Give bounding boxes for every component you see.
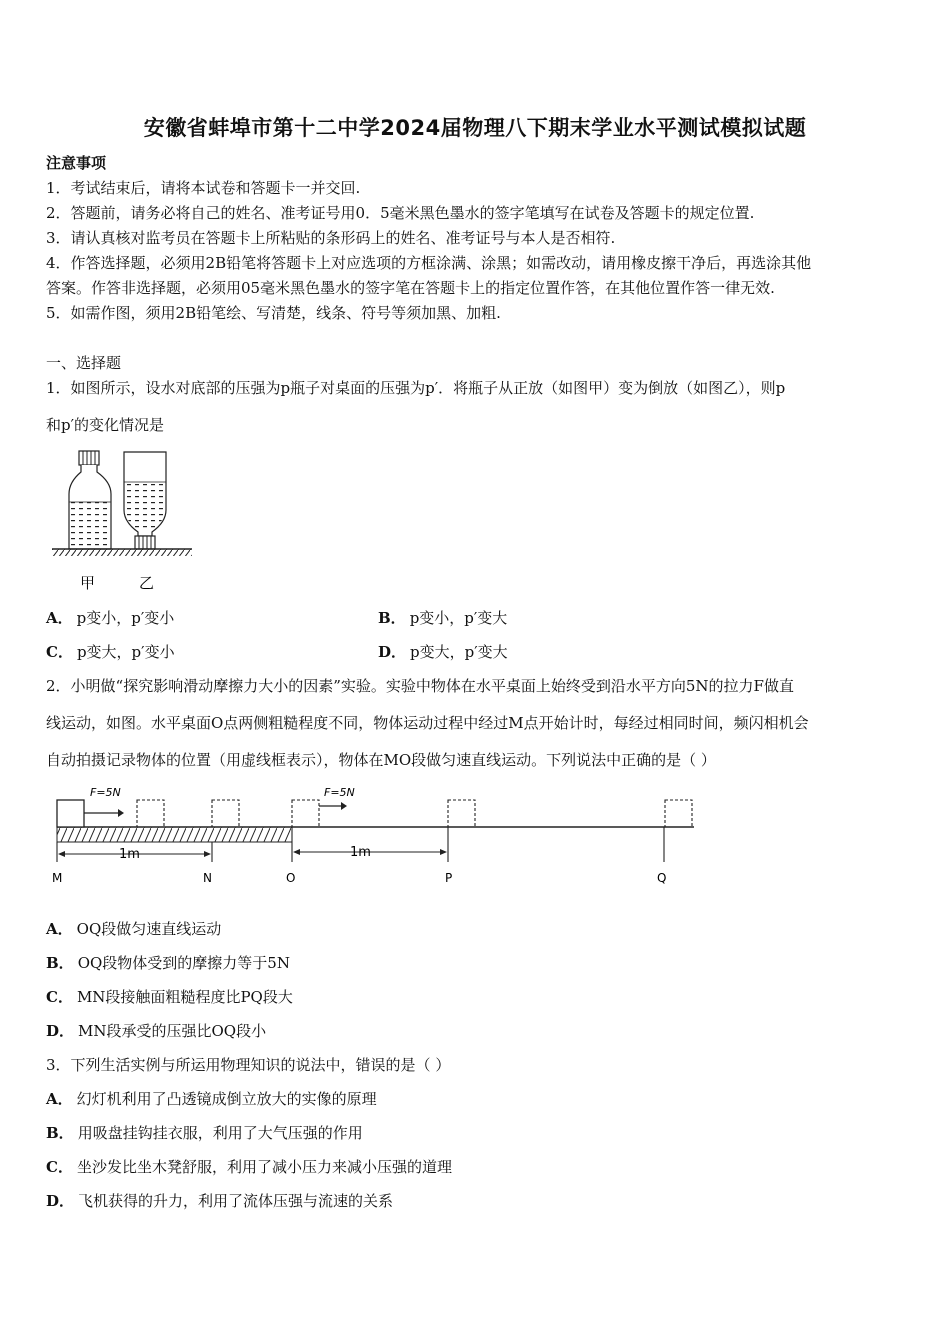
option-key: A． xyxy=(46,609,73,627)
q1-option-a xyxy=(46,607,174,628)
option-key: A． xyxy=(46,1090,73,1108)
distance-label: 1m xyxy=(119,847,140,862)
option-text: MN段承受的压强比OQ段小 xyxy=(78,1022,267,1040)
position-box xyxy=(137,800,164,827)
notice-item: 答案。作答非选择题，必须用05毫米黑色墨水的签字笔在答题卡上的指定位置作答，在其他位置作答一律无效. xyxy=(46,279,775,297)
point-label-n: N xyxy=(203,871,212,885)
arrow-head xyxy=(440,849,447,855)
option-text: 幻灯机利用了凸透镜成倒立放大的实像的原理 xyxy=(76,1090,377,1108)
q1-stem-line2: 和p′的变化情况是 xyxy=(46,416,165,434)
force-label: F=5N xyxy=(324,786,355,799)
fig-label-jia: 甲 xyxy=(80,574,96,592)
arrow-head xyxy=(118,809,124,817)
notice-item: 2．答题前，请务必将自己的姓名、准考证号用0．5毫米黑色墨水的签字笔填写在试卷及答题卡的规定位置. xyxy=(46,204,755,222)
option-key: B． xyxy=(46,1124,74,1142)
position-box xyxy=(448,800,475,827)
q1-stem-line1: 1．如图所示，设水对底部的压强为p瓶子对桌面的压强为p′．将瓶子从正放（如图甲）变为倒放（如图乙），则p xyxy=(46,379,786,397)
arrow-head xyxy=(293,849,300,855)
bottle-upright xyxy=(69,451,111,549)
bottle-inverted xyxy=(124,452,166,549)
option-text: OQ段做匀速直线运动 xyxy=(76,920,222,938)
option-text: OQ段物体受到的摩擦力等于5N xyxy=(77,954,290,972)
point-label-p: P xyxy=(445,871,453,885)
notice-item: 3．请认真核对监考员在答题卡上所粘贴的条形码上的姓名、准考证号与本人是否相符. xyxy=(46,229,616,247)
option-text: p变小，p′变小 xyxy=(76,609,175,627)
position-box xyxy=(665,800,692,827)
q1-option-d xyxy=(378,641,508,662)
option-key: D． xyxy=(378,643,407,661)
q3-option-a xyxy=(46,1088,377,1109)
q2-stem-line1: 2．小明做“探究影响滑动摩擦力大小的因素”实验。实验中物体在水平桌面上始终受到沿水平方向5N的拉力F做直 xyxy=(46,677,794,695)
force-label: F=5N xyxy=(90,786,121,799)
position-box xyxy=(292,800,319,827)
q3-option-b xyxy=(46,1122,363,1143)
q2-option-d xyxy=(46,1020,266,1041)
point-label-q: Q xyxy=(657,871,667,885)
q1-bottle-figure xyxy=(46,446,196,594)
block xyxy=(57,800,84,827)
q2-option-a xyxy=(46,918,221,939)
option-text: 飞机获得的升力，利用了流体压强与流速的关系 xyxy=(78,1192,394,1210)
option-key: D． xyxy=(46,1022,75,1040)
arrow-head xyxy=(58,851,65,857)
arrow-head xyxy=(341,802,347,810)
option-key: D． xyxy=(46,1192,75,1210)
rough-surface xyxy=(57,827,292,842)
q2-option-c xyxy=(46,986,293,1007)
q2-stem-line2: 线运动，如图。水平桌面O点两侧粗糙程度不同，物体运动过程中经过M点开始计时，每经过相同时间，频闪相机会 xyxy=(46,714,809,732)
page-title: 安徽省蚌埠市第十二中学2024届物理八下期末学业水平测试模拟试题 xyxy=(143,116,807,140)
notice-item: 4．作答选择题，必须用2B铅笔将答题卡上对应选项的方框涂满、涂黑；如需改动，请用橡皮擦干净后，再选涂其他 xyxy=(46,254,812,272)
q2-stem-line3: 自动拍摄记录物体的位置（用虚线框表示），物体在MO段做匀速直线运动。下列说法中正确的是（ ） xyxy=(46,751,716,769)
notice-item: 1．考试结束后，请将本试卷和答题卡一并交回. xyxy=(46,179,361,197)
point-label-o: O xyxy=(286,871,296,885)
notice-heading: 注意事项 xyxy=(46,154,107,172)
option-key: B． xyxy=(46,954,74,972)
arrow-head xyxy=(204,851,211,857)
q3-stem: 3．下列生活实例与所运用物理知识的说法中，错误的是（ ） xyxy=(46,1056,451,1074)
q1-option-b xyxy=(378,607,507,628)
section-heading: 一、选择题 xyxy=(46,354,122,372)
option-key: B． xyxy=(378,609,406,627)
option-text: p变大，p′变大 xyxy=(410,643,508,661)
distance-label: 1m xyxy=(350,845,371,860)
q3-option-c xyxy=(46,1156,452,1177)
ground xyxy=(52,549,192,556)
q2-motion-figure xyxy=(46,780,706,890)
option-text: p变小，p′变大 xyxy=(409,609,508,627)
position-box xyxy=(212,800,239,827)
option-key: C． xyxy=(46,1158,73,1176)
option-text: 用吸盘挂钩挂衣服，利用了大气压强的作用 xyxy=(77,1124,363,1142)
q1-option-c xyxy=(46,641,175,662)
fig-label-yi: 乙 xyxy=(139,574,155,592)
q2-option-b xyxy=(46,952,290,973)
option-text: MN段接触面粗糙程度比PQ段大 xyxy=(76,988,293,1006)
option-key: A． xyxy=(46,920,73,938)
option-text: 坐沙发比坐木凳舒服，利用了减小压力来减小压强的道理 xyxy=(76,1158,452,1176)
q3-option-d xyxy=(46,1190,393,1211)
option-key: C． xyxy=(46,643,73,661)
option-text: p变大，p′变小 xyxy=(76,643,175,661)
point-label-m: M xyxy=(52,871,63,885)
notice-item: 5．如需作图，须用2B铅笔绘、写清楚，线条、符号等须加黑、加粗. xyxy=(46,304,501,322)
option-key: C． xyxy=(46,988,73,1006)
